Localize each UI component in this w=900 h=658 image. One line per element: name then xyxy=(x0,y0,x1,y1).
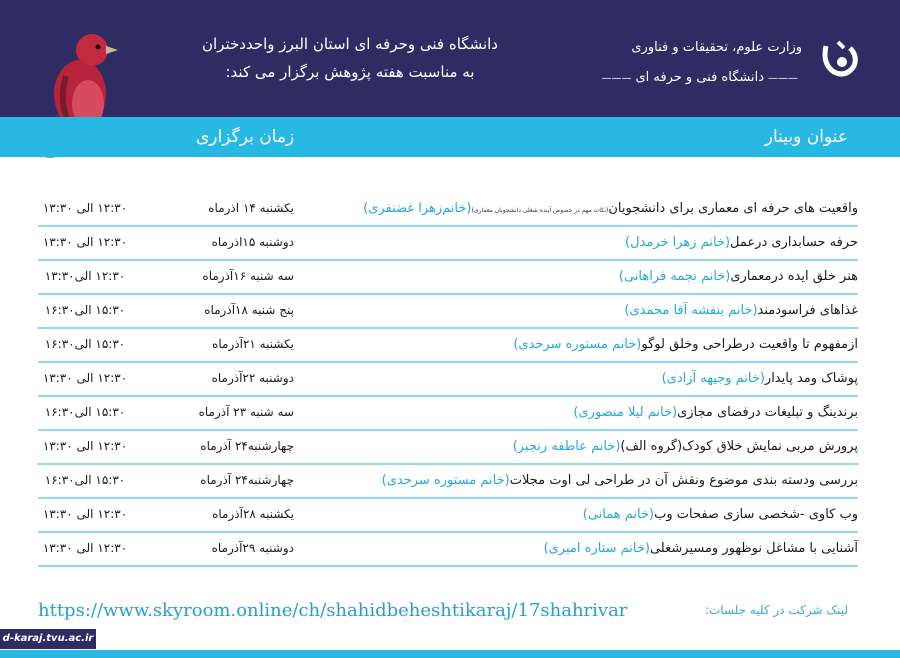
header-announcement xyxy=(150,30,550,86)
session-date: یکشنبه ۲۸آذرماه xyxy=(212,507,294,521)
session-date: دوشنبه ۲۹آذرماه xyxy=(211,541,294,555)
webinar-title: غذاهای فراسودمند(خانم بنفشه آقا محمدی) xyxy=(624,303,858,318)
session-date: یکشنبه ۲۱آذرماه xyxy=(212,337,294,351)
ministry-block xyxy=(562,33,802,94)
presenter-name: (خانم مستوره سرحدی) xyxy=(513,337,642,352)
table-row xyxy=(38,465,858,499)
presenter-name: (خانم زهرا خرمدل) xyxy=(625,235,731,250)
table-row xyxy=(38,363,858,397)
footer-bar xyxy=(0,650,900,658)
session-hours: ۱۲:۳۰ الی ۱۳:۳۰ xyxy=(42,201,128,215)
header-line-1: دانشگاه فنی وحرفه ای استان البرز واحددختران xyxy=(202,35,498,53)
time-heading: زمان برگزاری xyxy=(196,127,295,147)
session-date: دوشنبه ۲۲آذرماه xyxy=(211,371,294,385)
presenter-name: (خانم همانی) xyxy=(582,507,655,522)
table-row xyxy=(38,227,858,261)
table-row xyxy=(38,295,858,329)
schedule-table xyxy=(38,193,858,567)
column-header-band xyxy=(0,117,900,157)
university-logo-icon xyxy=(820,38,860,82)
webinar-title: هنر خلق ایده درمعماری(خانم نجمه فراهانی) xyxy=(618,269,858,284)
table-row xyxy=(38,397,858,431)
session-hours: ۱۲:۳۰ الی ۱۳:۳۰ xyxy=(42,439,128,453)
presenter-name: (خانم عاطفه رنجبر) xyxy=(512,439,621,454)
webinar-title-heading: عنوان وبینار xyxy=(764,127,848,147)
presenter-name: (خانم‌زهرا غضنفری) xyxy=(363,201,472,216)
session-link[interactable]: https://www.skyroom.online/ch/shahidbeheshtikaraj/17shahrivar xyxy=(38,600,628,621)
link-label: لینک شرکت در کلیه جلسات: xyxy=(704,603,848,617)
session-hours: ۱۲:۳۰ الی ۱۳:۳۰ xyxy=(42,541,128,555)
webinar-title: پرورش مربی نمایش خلاق کودک(گروه الف)(خانم عاطفه رنجبر) xyxy=(512,439,858,454)
webinar-title: آشنایی با مشاغل نوظهور ومسیرشغلی(خانم ستاره امیری) xyxy=(543,541,858,556)
presenter-name: (خانم مستوره سرحدی) xyxy=(381,473,510,488)
table-row xyxy=(38,261,858,295)
table-row xyxy=(38,533,858,567)
session-hours: ۱۵:۳۰ الی۱۶:۳۰ xyxy=(44,473,126,487)
university-name: دانشگاه فنی و حرفه ای xyxy=(635,70,764,85)
webinar-title: برندینگ و تبلیغات درفضای مجازی(خانم لیلا منصوری) xyxy=(573,405,858,420)
session-date: دوشنبه ۱۵اذرماه xyxy=(211,235,294,249)
table-row xyxy=(38,329,858,363)
site-watermark: d-karaj.tvu.ac.ir xyxy=(0,629,96,649)
presenter-name: (خانم بنفشه آقا محمدی) xyxy=(624,303,758,318)
presenter-name: (خانم وجیهه آزادی) xyxy=(661,371,765,386)
webinar-title: بررسی ودسته بندی موضوع ونقش آن در طراحی لی اوت مجلات(خانم مستوره سرحدی) xyxy=(381,473,858,488)
header-banner xyxy=(0,0,900,117)
session-hours: ۱۵:۳۰ الی۱۶:۳۰ xyxy=(44,303,126,317)
session-hours: ۱۵:۳۰ الی۱۶:۳۰ xyxy=(44,337,126,351)
session-date: چهارشنبه۲۴ آذرماه xyxy=(200,473,294,487)
webinar-title: حرفه حسابداری درعمل(خانم زهرا خرمدل) xyxy=(625,235,858,250)
webinar-title: واقعیت های حرفه ای معماری برای دانشجویان(نکات مهم در خصوص آینده شغلی دانشجویان معماری)(خانم‌زهرا غضنفری) xyxy=(363,201,858,216)
session-hours: ۱۲:۳۰ الی۱۳:۳۰ xyxy=(44,269,126,283)
table-row xyxy=(38,499,858,533)
session-hours: ۱۲:۳۰ الی ۱۳:۳۰ xyxy=(42,371,128,385)
session-hours: ۱۲:۳۰ الی ۱۳:۳۰ xyxy=(42,507,128,521)
ministry-name: وزارت علوم، تحقیقات و فناوری xyxy=(631,40,802,55)
session-date: سه شنبه ۲۳ آذرماه xyxy=(198,405,294,419)
header-line-2: به مناسبت هفته پژوهش برگزار می کند: xyxy=(225,63,475,81)
title-note: (نکات مهم در خصوص آینده شغلی دانشجویان معماری) xyxy=(471,207,609,214)
table-row xyxy=(38,193,858,227)
presenter-name: (خانم ستاره امیری) xyxy=(543,541,650,556)
session-date: پنج شنبه ۱۸آذرماه xyxy=(204,303,294,317)
webinar-title: ازمفهوم تا واقعیت درطراحی وخلق لوگو(خانم مستوره سرحدی) xyxy=(513,337,858,352)
session-date: یکشنبه ۱۴ اذرماه xyxy=(208,201,294,215)
session-hours: ۱۵:۳۰ الی۱۶:۳۰ xyxy=(44,405,126,419)
session-hours: ۱۲:۳۰ الی ۱۳:۳۰ xyxy=(42,235,128,249)
presenter-name: (خانم نجمه فراهانی) xyxy=(618,269,731,284)
webinar-title: وب کاوی -شخصی سازی صفحات وب(خانم همانی) xyxy=(582,507,858,522)
session-date: سه شنبه ۱۶آذرماه xyxy=(202,269,294,283)
table-row xyxy=(38,431,858,465)
session-date: چهارشنبه۲۴ آذرماه xyxy=(200,439,294,453)
presenter-name: (خانم لیلا منصوری) xyxy=(573,405,678,420)
webinar-title: پوشاک ومد پایدار(خانم وجیهه آزادی) xyxy=(661,371,858,386)
